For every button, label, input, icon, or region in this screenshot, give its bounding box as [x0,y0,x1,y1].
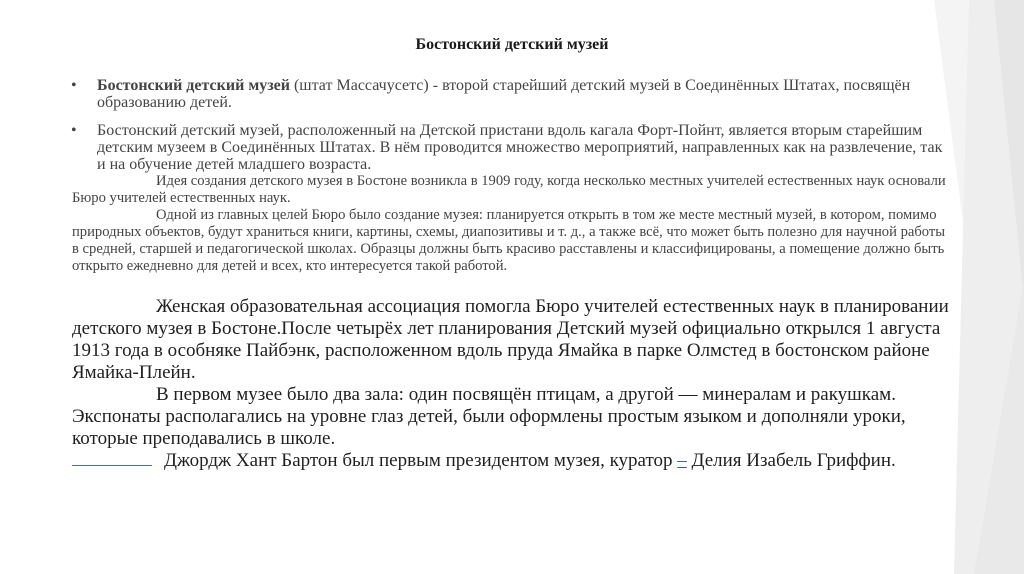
paragraph-2 [72,207,952,275]
bullet-marker: • [71,122,77,139]
bullet-text: Бостонский детский музей, расположенный на Детской пристани вдоль кагала Форт-Пойнт, является вторым старейшим детским музеем в Соединённых Штатах. В нём проводится множество мероприятий, направленных как на развлечение, так и на обучение детей младшего возраста. [97,122,943,173]
paragraph-1-text: Идея создания детского музея в Бостоне возникла в 1909 году, когда несколько местных учителей естественных наук основали Бюро учителей естественных наук. [72,173,946,206]
paragraph-3-text: Женская образовательная ассоциация помогла Бюро учителей естественных наук в планировании детского музея в Бостоне.После четырёх лет планирования Детский музей официально открылся 1 августа 1913 года в особняке Пайбэнк, расположенном вдоль пруда Ямайка в парке Олмстед в бостонском районе Ямайка-Плейн. [72,296,949,383]
body-text-large [72,296,952,472]
paragraph-2-text: Одной из главных целей Бюро было создание музея: планируется открыть в том же месте местный музей, в котором, помимо природных объектов, будут храниться книги, картины, схемы, диапозитивы и т. д., а также всё, что может быть полезно для научной работы в средней, старшей и педагогической школах. Образцы должны быть красиво расставлены и классифицированы, а помещение должно быть открыто ежедневно для детей и всех, кто интересуется такой работой. [72,207,946,274]
paragraph-1 [72,173,952,207]
body-text-small [72,173,952,275]
slide-title: Бостонский детский музей [415,36,609,53]
paragraph-5-text-end: Делия Изабель Гриффин. [686,450,896,471]
paragraph-4-text: В первом музее было два зала: один посвящён птицам, а другой — минералам и ракушкам. Экспонаты располагались на уровне глаз детей, были оформлены простым языком и дополняли уроки, которые преподавались в школе. [72,384,906,449]
bullet-rest-text: (штат Массачусетс) - второй старейший детский музей в Соединённых Штатах, посвящён образованию детей. [97,77,911,111]
paragraph-3 [72,296,952,384]
underline-blank [72,451,152,466]
bullet-item-1 [72,77,932,111]
paragraph-4 [72,384,952,450]
bullet-bold-text: Бостонский детский музей [97,77,290,94]
paragraph-5-text: Джордж Хант Бартон был первым президентом музея, куратор [164,450,678,471]
hyperlink-dash[interactable]: – [677,450,687,471]
paragraph-5 [72,450,952,472]
bullet-marker: • [71,77,77,94]
bullet-text [97,77,932,111]
bullet-item-2 [72,122,952,173]
